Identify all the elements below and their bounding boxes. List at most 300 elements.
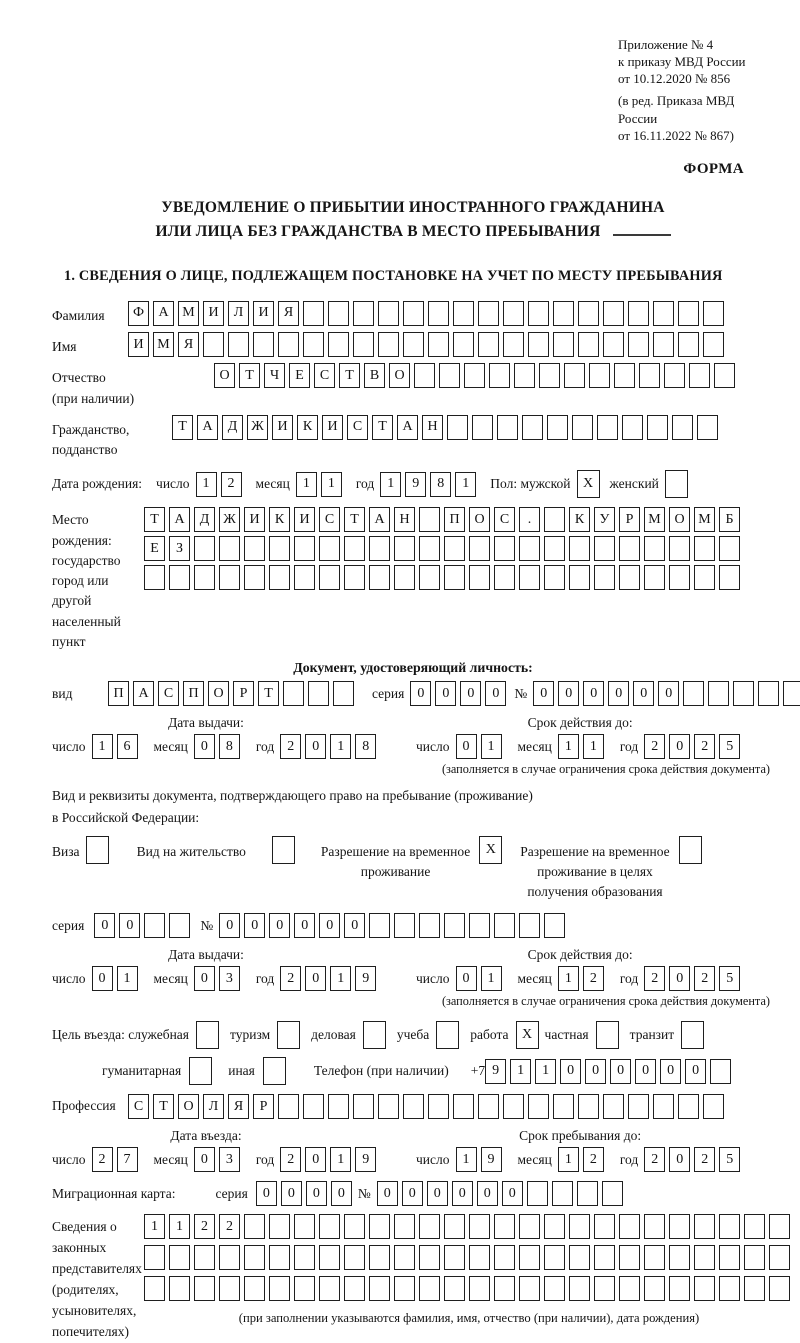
char-cell[interactable]: [294, 1276, 315, 1301]
char-cell[interactable]: [353, 1094, 374, 1119]
char-cell[interactable]: [544, 913, 565, 938]
char-cell[interactable]: 0: [633, 681, 654, 706]
char-cell[interactable]: [469, 565, 490, 590]
checkbox-cell[interactable]: [272, 836, 295, 864]
char-cell[interactable]: Ж: [247, 415, 268, 440]
char-cell[interactable]: [394, 1245, 415, 1270]
char-cell[interactable]: [569, 536, 590, 561]
char-cell[interactable]: Л: [203, 1094, 224, 1119]
char-cell[interactable]: 1: [330, 966, 351, 991]
char-cell[interactable]: Н: [394, 507, 415, 532]
char-cell[interactable]: [328, 301, 349, 326]
char-cell[interactable]: О: [669, 507, 690, 532]
char-cell[interactable]: [428, 332, 449, 357]
char-cell[interactable]: [714, 363, 735, 388]
char-cell[interactable]: 0: [456, 734, 477, 759]
char-cell[interactable]: Т: [153, 1094, 174, 1119]
char-cell[interactable]: [597, 415, 618, 440]
char-cell[interactable]: [169, 565, 190, 590]
char-cell[interactable]: [539, 363, 560, 388]
char-cell[interactable]: [269, 1276, 290, 1301]
char-cell[interactable]: З: [169, 536, 190, 561]
char-cell[interactable]: 0: [194, 1147, 215, 1172]
char-cell[interactable]: [653, 301, 674, 326]
char-cell[interactable]: Т: [258, 681, 279, 706]
checkbox-cell[interactable]: [681, 1021, 704, 1049]
checkbox-cell[interactable]: X: [516, 1021, 539, 1049]
char-cell[interactable]: 1: [455, 472, 476, 497]
char-cell[interactable]: С: [347, 415, 368, 440]
char-cell[interactable]: 0: [477, 1181, 498, 1206]
char-cell[interactable]: 9: [355, 1147, 376, 1172]
checkbox-cell[interactable]: [679, 836, 702, 864]
char-cell[interactable]: [703, 1094, 724, 1119]
char-cell[interactable]: 2: [583, 966, 604, 991]
char-cell[interactable]: Т: [344, 507, 365, 532]
char-cell[interactable]: Н: [422, 415, 443, 440]
char-cell[interactable]: 0: [669, 966, 690, 991]
char-cell[interactable]: [639, 363, 660, 388]
char-cell[interactable]: [744, 1276, 765, 1301]
char-cell[interactable]: К: [297, 415, 318, 440]
char-cell[interactable]: [710, 1059, 731, 1084]
char-cell[interactable]: И: [244, 507, 265, 532]
checkbox-cell[interactable]: [86, 836, 109, 864]
char-cell[interactable]: [453, 332, 474, 357]
char-cell[interactable]: 8: [219, 734, 240, 759]
char-cell[interactable]: [619, 1276, 640, 1301]
char-cell[interactable]: [472, 415, 493, 440]
char-cell[interactable]: 0: [244, 913, 265, 938]
char-cell[interactable]: [328, 1094, 349, 1119]
char-cell[interactable]: 0: [269, 913, 290, 938]
char-cell[interactable]: [428, 1094, 449, 1119]
checkbox-cell[interactable]: [665, 470, 688, 498]
char-cell[interactable]: 0: [219, 913, 240, 938]
char-cell[interactable]: [594, 1276, 615, 1301]
char-cell[interactable]: О: [208, 681, 229, 706]
char-cell[interactable]: [544, 1276, 565, 1301]
char-cell[interactable]: 1: [481, 734, 502, 759]
char-cell[interactable]: [294, 565, 315, 590]
char-cell[interactable]: 0: [305, 966, 326, 991]
char-cell[interactable]: Я: [228, 1094, 249, 1119]
char-cell[interactable]: [694, 565, 715, 590]
char-cell[interactable]: [544, 1245, 565, 1270]
char-cell[interactable]: [494, 1276, 515, 1301]
char-cell[interactable]: 0: [635, 1059, 656, 1084]
char-cell[interactable]: Ф: [128, 301, 149, 326]
char-cell[interactable]: 2: [280, 734, 301, 759]
char-cell[interactable]: [378, 1094, 399, 1119]
char-cell[interactable]: 0: [256, 1181, 277, 1206]
char-cell[interactable]: 0: [502, 1181, 523, 1206]
char-cell[interactable]: [519, 1276, 540, 1301]
char-cell[interactable]: 7: [117, 1147, 138, 1172]
char-cell[interactable]: [678, 301, 699, 326]
char-cell[interactable]: [769, 1214, 790, 1239]
char-cell[interactable]: [653, 332, 674, 357]
char-cell[interactable]: [378, 301, 399, 326]
char-cell[interactable]: Е: [144, 536, 165, 561]
char-cell[interactable]: [744, 1245, 765, 1270]
char-cell[interactable]: 0: [194, 966, 215, 991]
char-cell[interactable]: 1: [296, 472, 317, 497]
char-cell[interactable]: 1: [196, 472, 217, 497]
char-cell[interactable]: [528, 1094, 549, 1119]
char-cell[interactable]: [353, 332, 374, 357]
checkbox-cell[interactable]: [596, 1021, 619, 1049]
char-cell[interactable]: Т: [339, 363, 360, 388]
char-cell[interactable]: [464, 363, 485, 388]
char-cell[interactable]: [669, 565, 690, 590]
char-cell[interactable]: [528, 301, 549, 326]
char-cell[interactable]: 3: [219, 1147, 240, 1172]
char-cell[interactable]: [469, 536, 490, 561]
char-cell[interactable]: 0: [533, 681, 554, 706]
char-cell[interactable]: [689, 363, 710, 388]
char-cell[interactable]: [577, 1181, 598, 1206]
char-cell[interactable]: [244, 1245, 265, 1270]
char-cell[interactable]: И: [322, 415, 343, 440]
char-cell[interactable]: [489, 363, 510, 388]
char-cell[interactable]: Т: [172, 415, 193, 440]
char-cell[interactable]: 2: [219, 1214, 240, 1239]
char-cell[interactable]: [653, 1094, 674, 1119]
char-cell[interactable]: 6: [117, 734, 138, 759]
char-cell[interactable]: [594, 1214, 615, 1239]
char-cell[interactable]: [719, 565, 740, 590]
char-cell[interactable]: [369, 1245, 390, 1270]
char-cell[interactable]: 0: [669, 734, 690, 759]
char-cell[interactable]: [308, 681, 329, 706]
char-cell[interactable]: 2: [92, 1147, 113, 1172]
char-cell[interactable]: 1: [456, 1147, 477, 1172]
char-cell[interactable]: [544, 1214, 565, 1239]
char-cell[interactable]: М: [178, 301, 199, 326]
char-cell[interactable]: М: [644, 507, 665, 532]
char-cell[interactable]: [603, 1094, 624, 1119]
char-cell[interactable]: 0: [460, 681, 481, 706]
char-cell[interactable]: 1: [380, 472, 401, 497]
char-cell[interactable]: [294, 1214, 315, 1239]
char-cell[interactable]: [428, 301, 449, 326]
char-cell[interactable]: [144, 565, 165, 590]
char-cell[interactable]: [294, 1245, 315, 1270]
char-cell[interactable]: Я: [178, 332, 199, 357]
char-cell[interactable]: А: [369, 507, 390, 532]
char-cell[interactable]: 0: [685, 1059, 706, 1084]
char-cell[interactable]: [783, 681, 800, 706]
char-cell[interactable]: [219, 536, 240, 561]
char-cell[interactable]: У: [594, 507, 615, 532]
char-cell[interactable]: [694, 1276, 715, 1301]
char-cell[interactable]: [719, 1276, 740, 1301]
char-cell[interactable]: 0: [92, 966, 113, 991]
char-cell[interactable]: Р: [233, 681, 254, 706]
char-cell[interactable]: [453, 1094, 474, 1119]
char-cell[interactable]: 5: [719, 966, 740, 991]
char-cell[interactable]: 0: [306, 1181, 327, 1206]
char-cell[interactable]: Р: [253, 1094, 274, 1119]
char-cell[interactable]: 2: [644, 1147, 665, 1172]
char-cell[interactable]: 1: [558, 734, 579, 759]
char-cell[interactable]: [369, 1276, 390, 1301]
char-cell[interactable]: М: [153, 332, 174, 357]
char-cell[interactable]: 2: [583, 1147, 604, 1172]
char-cell[interactable]: С: [128, 1094, 149, 1119]
char-cell[interactable]: [269, 1214, 290, 1239]
char-cell[interactable]: О: [389, 363, 410, 388]
char-cell[interactable]: [244, 1214, 265, 1239]
char-cell[interactable]: 8: [430, 472, 451, 497]
char-cell[interactable]: [719, 1245, 740, 1270]
char-cell[interactable]: 0: [485, 681, 506, 706]
char-cell[interactable]: [269, 536, 290, 561]
char-cell[interactable]: [319, 1245, 340, 1270]
char-cell[interactable]: [333, 681, 354, 706]
char-cell[interactable]: [444, 1276, 465, 1301]
char-cell[interactable]: Д: [222, 415, 243, 440]
char-cell[interactable]: А: [153, 301, 174, 326]
char-cell[interactable]: 0: [456, 966, 477, 991]
char-cell[interactable]: [519, 913, 540, 938]
char-cell[interactable]: С: [158, 681, 179, 706]
char-cell[interactable]: [283, 681, 304, 706]
char-cell[interactable]: [419, 507, 440, 532]
char-cell[interactable]: [144, 1276, 165, 1301]
char-cell[interactable]: [628, 1094, 649, 1119]
char-cell[interactable]: [469, 1214, 490, 1239]
char-cell[interactable]: [694, 1214, 715, 1239]
char-cell[interactable]: [453, 301, 474, 326]
char-cell[interactable]: 2: [644, 966, 665, 991]
char-cell[interactable]: [544, 565, 565, 590]
char-cell[interactable]: Р: [619, 507, 640, 532]
char-cell[interactable]: Л: [228, 301, 249, 326]
char-cell[interactable]: [444, 1214, 465, 1239]
char-cell[interactable]: [203, 332, 224, 357]
char-cell[interactable]: 1: [510, 1059, 531, 1084]
char-cell[interactable]: 2: [644, 734, 665, 759]
char-cell[interactable]: 1: [144, 1214, 165, 1239]
char-cell[interactable]: [569, 565, 590, 590]
char-cell[interactable]: 0: [194, 734, 215, 759]
char-cell[interactable]: [394, 913, 415, 938]
char-cell[interactable]: 0: [377, 1181, 398, 1206]
char-cell[interactable]: А: [397, 415, 418, 440]
char-cell[interactable]: [344, 565, 365, 590]
char-cell[interactable]: Д: [194, 507, 215, 532]
char-cell[interactable]: [344, 1245, 365, 1270]
char-cell[interactable]: [519, 1214, 540, 1239]
char-cell[interactable]: [319, 1214, 340, 1239]
char-cell[interactable]: [719, 1214, 740, 1239]
char-cell[interactable]: [194, 565, 215, 590]
char-cell[interactable]: 0: [660, 1059, 681, 1084]
checkbox-cell[interactable]: [189, 1057, 212, 1085]
char-cell[interactable]: [697, 415, 718, 440]
char-cell[interactable]: [369, 565, 390, 590]
char-cell[interactable]: [494, 536, 515, 561]
char-cell[interactable]: 1: [481, 966, 502, 991]
char-cell[interactable]: 0: [119, 913, 140, 938]
char-cell[interactable]: [769, 1245, 790, 1270]
char-cell[interactable]: 0: [452, 1181, 473, 1206]
char-cell[interactable]: [569, 1245, 590, 1270]
char-cell[interactable]: 0: [402, 1181, 423, 1206]
char-cell[interactable]: 0: [294, 913, 315, 938]
char-cell[interactable]: [439, 363, 460, 388]
char-cell[interactable]: В: [364, 363, 385, 388]
char-cell[interactable]: [303, 332, 324, 357]
char-cell[interactable]: [769, 1276, 790, 1301]
char-cell[interactable]: 0: [585, 1059, 606, 1084]
char-cell[interactable]: [594, 1245, 615, 1270]
char-cell[interactable]: [244, 565, 265, 590]
char-cell[interactable]: [578, 1094, 599, 1119]
char-cell[interactable]: 2: [694, 966, 715, 991]
char-cell[interactable]: И: [203, 301, 224, 326]
char-cell[interactable]: 1: [169, 1214, 190, 1239]
char-cell[interactable]: 0: [558, 681, 579, 706]
char-cell[interactable]: [444, 536, 465, 561]
char-cell[interactable]: [303, 1094, 324, 1119]
char-cell[interactable]: [669, 536, 690, 561]
char-cell[interactable]: Ж: [219, 507, 240, 532]
char-cell[interactable]: [319, 565, 340, 590]
char-cell[interactable]: [353, 301, 374, 326]
char-cell[interactable]: [344, 536, 365, 561]
char-cell[interactable]: [733, 681, 754, 706]
char-cell[interactable]: [678, 332, 699, 357]
char-cell[interactable]: [269, 1245, 290, 1270]
char-cell[interactable]: [703, 301, 724, 326]
char-cell[interactable]: 1: [558, 1147, 579, 1172]
char-cell[interactable]: [564, 363, 585, 388]
char-cell[interactable]: [602, 1181, 623, 1206]
char-cell[interactable]: [578, 332, 599, 357]
char-cell[interactable]: [478, 1094, 499, 1119]
char-cell[interactable]: [647, 415, 668, 440]
char-cell[interactable]: 0: [435, 681, 456, 706]
char-cell[interactable]: [547, 415, 568, 440]
char-cell[interactable]: 2: [194, 1214, 215, 1239]
char-cell[interactable]: Е: [289, 363, 310, 388]
char-cell[interactable]: И: [128, 332, 149, 357]
char-cell[interactable]: [527, 1181, 548, 1206]
char-cell[interactable]: 1: [583, 734, 604, 759]
char-cell[interactable]: [394, 1214, 415, 1239]
char-cell[interactable]: 5: [719, 734, 740, 759]
char-cell[interactable]: [503, 332, 524, 357]
char-cell[interactable]: [469, 1276, 490, 1301]
char-cell[interactable]: [194, 1245, 215, 1270]
char-cell[interactable]: [628, 301, 649, 326]
char-cell[interactable]: [403, 332, 424, 357]
char-cell[interactable]: 1: [330, 734, 351, 759]
char-cell[interactable]: [444, 913, 465, 938]
char-cell[interactable]: [603, 301, 624, 326]
char-cell[interactable]: [194, 536, 215, 561]
char-cell[interactable]: [603, 332, 624, 357]
char-cell[interactable]: [589, 363, 610, 388]
char-cell[interactable]: 0: [344, 913, 365, 938]
char-cell[interactable]: 2: [280, 1147, 301, 1172]
char-cell[interactable]: Я: [278, 301, 299, 326]
char-cell[interactable]: [669, 1214, 690, 1239]
char-cell[interactable]: [552, 1181, 573, 1206]
char-cell[interactable]: С: [314, 363, 335, 388]
char-cell[interactable]: [494, 913, 515, 938]
char-cell[interactable]: 2: [221, 472, 242, 497]
char-cell[interactable]: [644, 1214, 665, 1239]
char-cell[interactable]: 2: [280, 966, 301, 991]
char-cell[interactable]: К: [569, 507, 590, 532]
char-cell[interactable]: О: [214, 363, 235, 388]
char-cell[interactable]: Т: [239, 363, 260, 388]
char-cell[interactable]: [328, 332, 349, 357]
char-cell[interactable]: [444, 565, 465, 590]
char-cell[interactable]: С: [494, 507, 515, 532]
char-cell[interactable]: [703, 332, 724, 357]
char-cell[interactable]: [619, 1214, 640, 1239]
char-cell[interactable]: 0: [427, 1181, 448, 1206]
char-cell[interactable]: [419, 1214, 440, 1239]
char-cell[interactable]: [594, 565, 615, 590]
char-cell[interactable]: [669, 1245, 690, 1270]
char-cell[interactable]: [694, 536, 715, 561]
char-cell[interactable]: А: [169, 507, 190, 532]
char-cell[interactable]: П: [444, 507, 465, 532]
char-cell[interactable]: 1: [321, 472, 342, 497]
char-cell[interactable]: [644, 1276, 665, 1301]
char-cell[interactable]: Т: [144, 507, 165, 532]
char-cell[interactable]: [544, 507, 565, 532]
char-cell[interactable]: [619, 536, 640, 561]
char-cell[interactable]: [278, 1094, 299, 1119]
char-cell[interactable]: [219, 1245, 240, 1270]
char-cell[interactable]: [503, 301, 524, 326]
char-cell[interactable]: [519, 565, 540, 590]
char-cell[interactable]: И: [294, 507, 315, 532]
char-cell[interactable]: [194, 1276, 215, 1301]
checkbox-cell[interactable]: [263, 1057, 286, 1085]
char-cell[interactable]: [569, 1214, 590, 1239]
char-cell[interactable]: 9: [481, 1147, 502, 1172]
char-cell[interactable]: А: [133, 681, 154, 706]
char-cell[interactable]: 0: [319, 913, 340, 938]
char-cell[interactable]: [614, 363, 635, 388]
char-cell[interactable]: [644, 536, 665, 561]
char-cell[interactable]: Б: [719, 507, 740, 532]
char-cell[interactable]: 0: [305, 1147, 326, 1172]
char-cell[interactable]: [219, 565, 240, 590]
char-cell[interactable]: [578, 301, 599, 326]
char-cell[interactable]: [244, 1276, 265, 1301]
char-cell[interactable]: И: [253, 301, 274, 326]
checkbox-cell[interactable]: [196, 1021, 219, 1049]
char-cell[interactable]: [444, 1245, 465, 1270]
char-cell[interactable]: [553, 332, 574, 357]
char-cell[interactable]: 0: [608, 681, 629, 706]
char-cell[interactable]: [708, 681, 729, 706]
char-cell[interactable]: [403, 301, 424, 326]
char-cell[interactable]: [514, 363, 535, 388]
char-cell[interactable]: [678, 1094, 699, 1119]
char-cell[interactable]: [594, 536, 615, 561]
char-cell[interactable]: [683, 681, 704, 706]
